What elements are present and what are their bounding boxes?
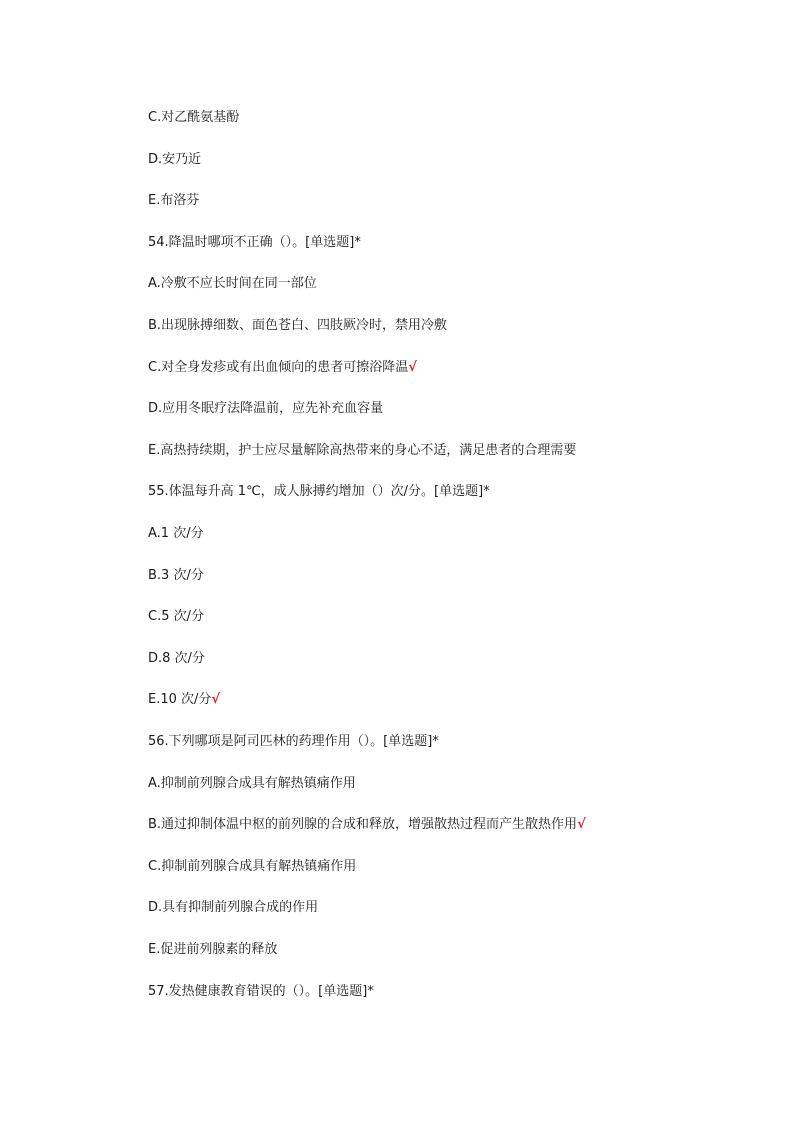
option-line: E.10 次/分√ — [148, 692, 221, 707]
option-line: E.促进前列腺素的释放 — [148, 942, 278, 957]
question-line: 57.发热健康教育错误的（）。[单选题]* — [148, 984, 374, 999]
option-line: A.抑制前列腺合成具有解热镇痛作用 — [148, 776, 356, 791]
question-line: 55.体温每升高 1℃，成人脉搏约增加（）次/分。[单选题]* — [148, 484, 490, 499]
option-line: B.3 次/分 — [148, 568, 204, 583]
option-line: A.冷敷不应长时间在同一部位 — [148, 276, 317, 291]
option-line: D.应用冬眠疗法降温前，应先补充血容量 — [148, 401, 384, 416]
question-line: 54.降温时哪项不正确（）。[单选题]* — [148, 235, 361, 250]
option-line: C.抑制前列腺合成具有解热镇痛作用 — [148, 859, 357, 874]
option-line: E.布洛芬 — [148, 193, 200, 208]
option-line: E.高热持续期，护士应尽量解除高热带来的身心不适，满足患者的合理需要 — [148, 443, 577, 458]
option-line: C.5 次/分 — [148, 609, 204, 624]
option-line: B.出现脉搏细数、面色苍白、四肢厥冷时，禁用冷敷 — [148, 318, 448, 333]
option-line: D.安乃近 — [148, 152, 202, 167]
correct-check-mark: √ — [577, 817, 586, 832]
option-line: D.8 次/分 — [148, 651, 205, 666]
option-line: C.对全身发疹或有出血倾向的患者可擦浴降温√ — [148, 360, 417, 375]
correct-check-mark: √ — [211, 692, 221, 707]
option-line: C.对乙酰氨基酚 — [148, 110, 240, 125]
option-line: D.具有抑制前列腺合成的作用 — [148, 900, 319, 915]
correct-check-mark: √ — [408, 360, 417, 375]
option-line: B.通过抑制体温中枢的前列腺的合成和释放，增强散热过程而产生散热作用√ — [148, 817, 586, 832]
option-line: A.1 次/分 — [148, 526, 204, 541]
question-line: 56.下列哪项是阿司匹林的药理作用（）。[单选题]* — [148, 734, 439, 749]
